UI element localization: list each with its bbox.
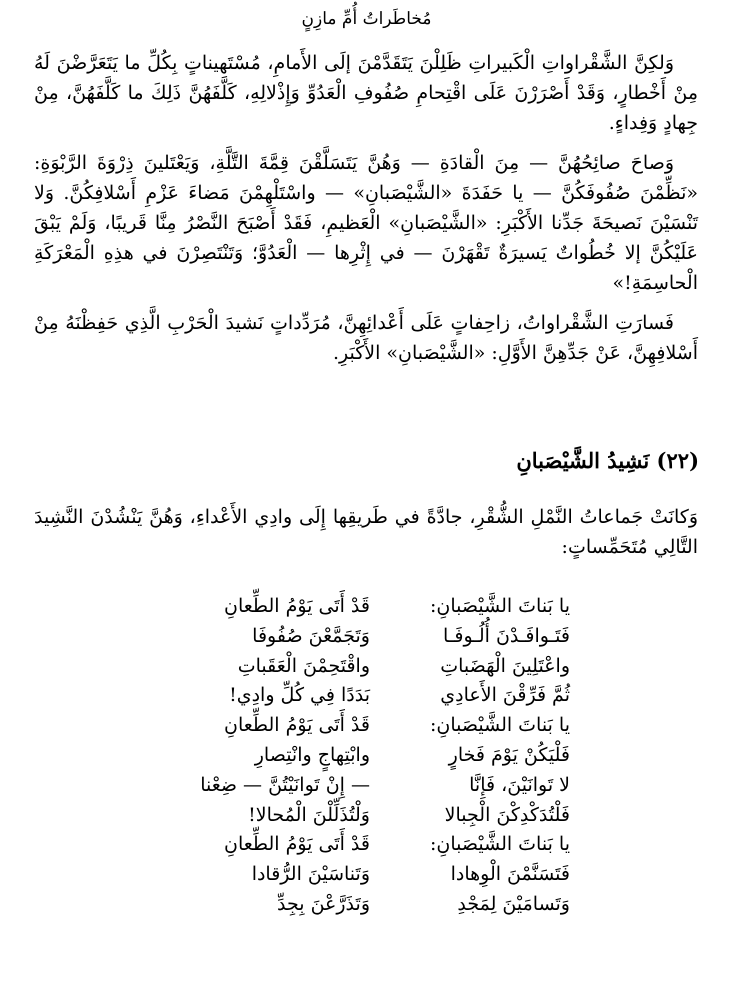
poem-verse xyxy=(170,890,570,920)
second-hemistich: قَدْ أَتَى يَوْمُ الطِّعانِ xyxy=(223,714,370,737)
paragraph: فَسارَتِ الشَّقْراواتُ، زاحِفاتٍ عَلَى أَعْدائِهِنَّ، مُرَدِّداتٍ نَشيدَ الْحَرْبِ الَّذِي حَفِظْنَهُ مِنْ أَسْلافِهِنَّ، عَنْ جَدِّهِنَّ الأَوَّلِ: «الشَّيْصَبانِ» الأَكْبَرِ. xyxy=(34,312,698,364)
first-hemistich: فَلْيَكُنْ يَوْمَ فَخارٍ xyxy=(448,743,570,766)
poem-verse xyxy=(170,830,570,860)
second-hemistich: وَتَجَمَّعْنَ صُفُوفَا xyxy=(252,624,370,647)
second-hemistich: وَتَناسَيْنَ الرُّقادا xyxy=(251,863,370,886)
first-hemistich: وَتَسامَيْنَ لِمَجْدِ xyxy=(457,892,570,915)
first-hemistich: يا بَناتَ الشَّيْصَبانِ: xyxy=(430,833,570,856)
poem-verse xyxy=(170,681,570,711)
poem-verse xyxy=(170,622,570,652)
second-hemistich: — إِنْ تَوانَيْتُنَّ — ضِعْنا xyxy=(200,773,370,796)
prose-section xyxy=(34,48,698,378)
second-hemistich: بَدَدًا فِي كُلِّ وادِي! xyxy=(229,684,370,707)
second-hemistich: وابْتِهاجٍ وانْتِصارِ xyxy=(254,743,370,766)
poem-verse xyxy=(170,652,570,682)
first-hemistich: فَتَـوافَـدْنَ أُلُـوفَـا xyxy=(443,624,570,647)
paragraph: وَصاحَ صائِحُهُنَّ — مِنَ الْقادَةِ — وَهُنَّ يَتَسَلَّقْنَ قِمَّةَ التَّلَّةِ، وَيَعْتَلينَ ذِرْوَةَ الرَّبْوَةِ: «نَظِّمْنَ صُفُوفَكُنَّ — يا حَفَدَةَ «الشَّيْصَبانِ» — واسْتَلْهِمْنَ مَضاءَ عَزْمِ أَسْلافِكُنَّ. وَلا تَنْسَيْنَ نَصيحَةَ جَدِّنا الأَكْبَرِ: «الشَّيْصَبانِ» الْعَظيمِ، فَقَدْ أَصْبَحَ النَّصْرُ مِنَّا قَريبًا، وَلَمْ يَبْقَ عَلَيْكُنَّ إلا خُطُواتٌ يَسيرَةٌ تَقْهَرْنَ — في إِثْرِها — الْعَدُوَّ؛ وَتَنْتَصِرْنَ في هذِهِ الْمَعْرَكَةِ الْحاسِمَةِ!» xyxy=(34,152,698,294)
poem-verse xyxy=(170,771,570,801)
chapter-title: (٢٢) نَشِيدُ الشَّيْصَبانِ xyxy=(516,448,699,473)
poem-verse xyxy=(170,860,570,890)
poem-verse xyxy=(170,801,570,831)
paragraph: وَلكِنَّ الشَّقْراواتِ الْكَبيراتِ ظَلِلْنَ يَتَقَدَّمْنَ إلَى الأَمامِ، مُسْتَهيناتٍ بِكُلِّ ما يَتَعَرَّضْنَ لَهُ مِنْ أَخْطارٍ، وَقَدْ أَصْرَرْنَ عَلَى اقْتِحامِ صُفُوفِ الْعَدُوِّ وَإِذْلالِهِ، كَلَّفَهُنَّ ذَلِكَ ما كَلَّفَهُنَّ، مِنْ جِهادٍ وَفِداءٍ. xyxy=(34,52,698,134)
first-hemistich: يا بَناتَ الشَّيْصَبانِ: xyxy=(430,595,570,617)
first-hemistich: لا تَوانَيْنَ، فَإِنَّا xyxy=(469,773,570,796)
running-title: مُخاطَراتُ أُمِّ مازِنٍ xyxy=(301,9,432,29)
first-hemistich: واعْتَلِينَ الْهَضَباتِ xyxy=(440,654,570,677)
first-hemistich: يا بَناتَ الشَّيْصَبانِ: xyxy=(430,714,570,737)
chapter-intro: وَكانَتْ جَماعاتُ النَّمْلِ الشُّقْرِ، جادَّةً في طَريقِها إِلَى وادِي الأَعْداءِ، وَهُنَّ يَنْشُدْنَ النَّشِيدَ التَّالِي مُتَحَمِّساتٍ: xyxy=(34,506,698,558)
second-hemistich: وَلْتُذَلِّلْنَ الْمُحالا! xyxy=(248,803,370,826)
second-hemistich: قَدْ أَتَى يَوْمُ الطِّعانِ xyxy=(223,833,370,856)
second-hemistich: وَتَذَرَّعْنَ بِجِدِّ xyxy=(277,892,370,915)
first-hemistich: فَلْتُدَكْدِكْنَ الْجِبالا xyxy=(444,803,570,826)
poem-verse xyxy=(170,711,570,741)
first-hemistich: فَتَسَنَّمْنَ الْوِهادا xyxy=(450,863,570,886)
poem-verse xyxy=(170,741,570,771)
first-hemistich: ثُمَّ فَرِّقْنَ الأَعادِي xyxy=(440,684,570,707)
poem-verse xyxy=(170,592,570,622)
second-hemistich: قَدْ أَتَى يَوْمُ الطِّعانِ xyxy=(223,595,370,617)
poem xyxy=(170,592,570,920)
second-hemistich: واقْتَحِمْنَ الْعَقَباتِ xyxy=(237,654,370,677)
